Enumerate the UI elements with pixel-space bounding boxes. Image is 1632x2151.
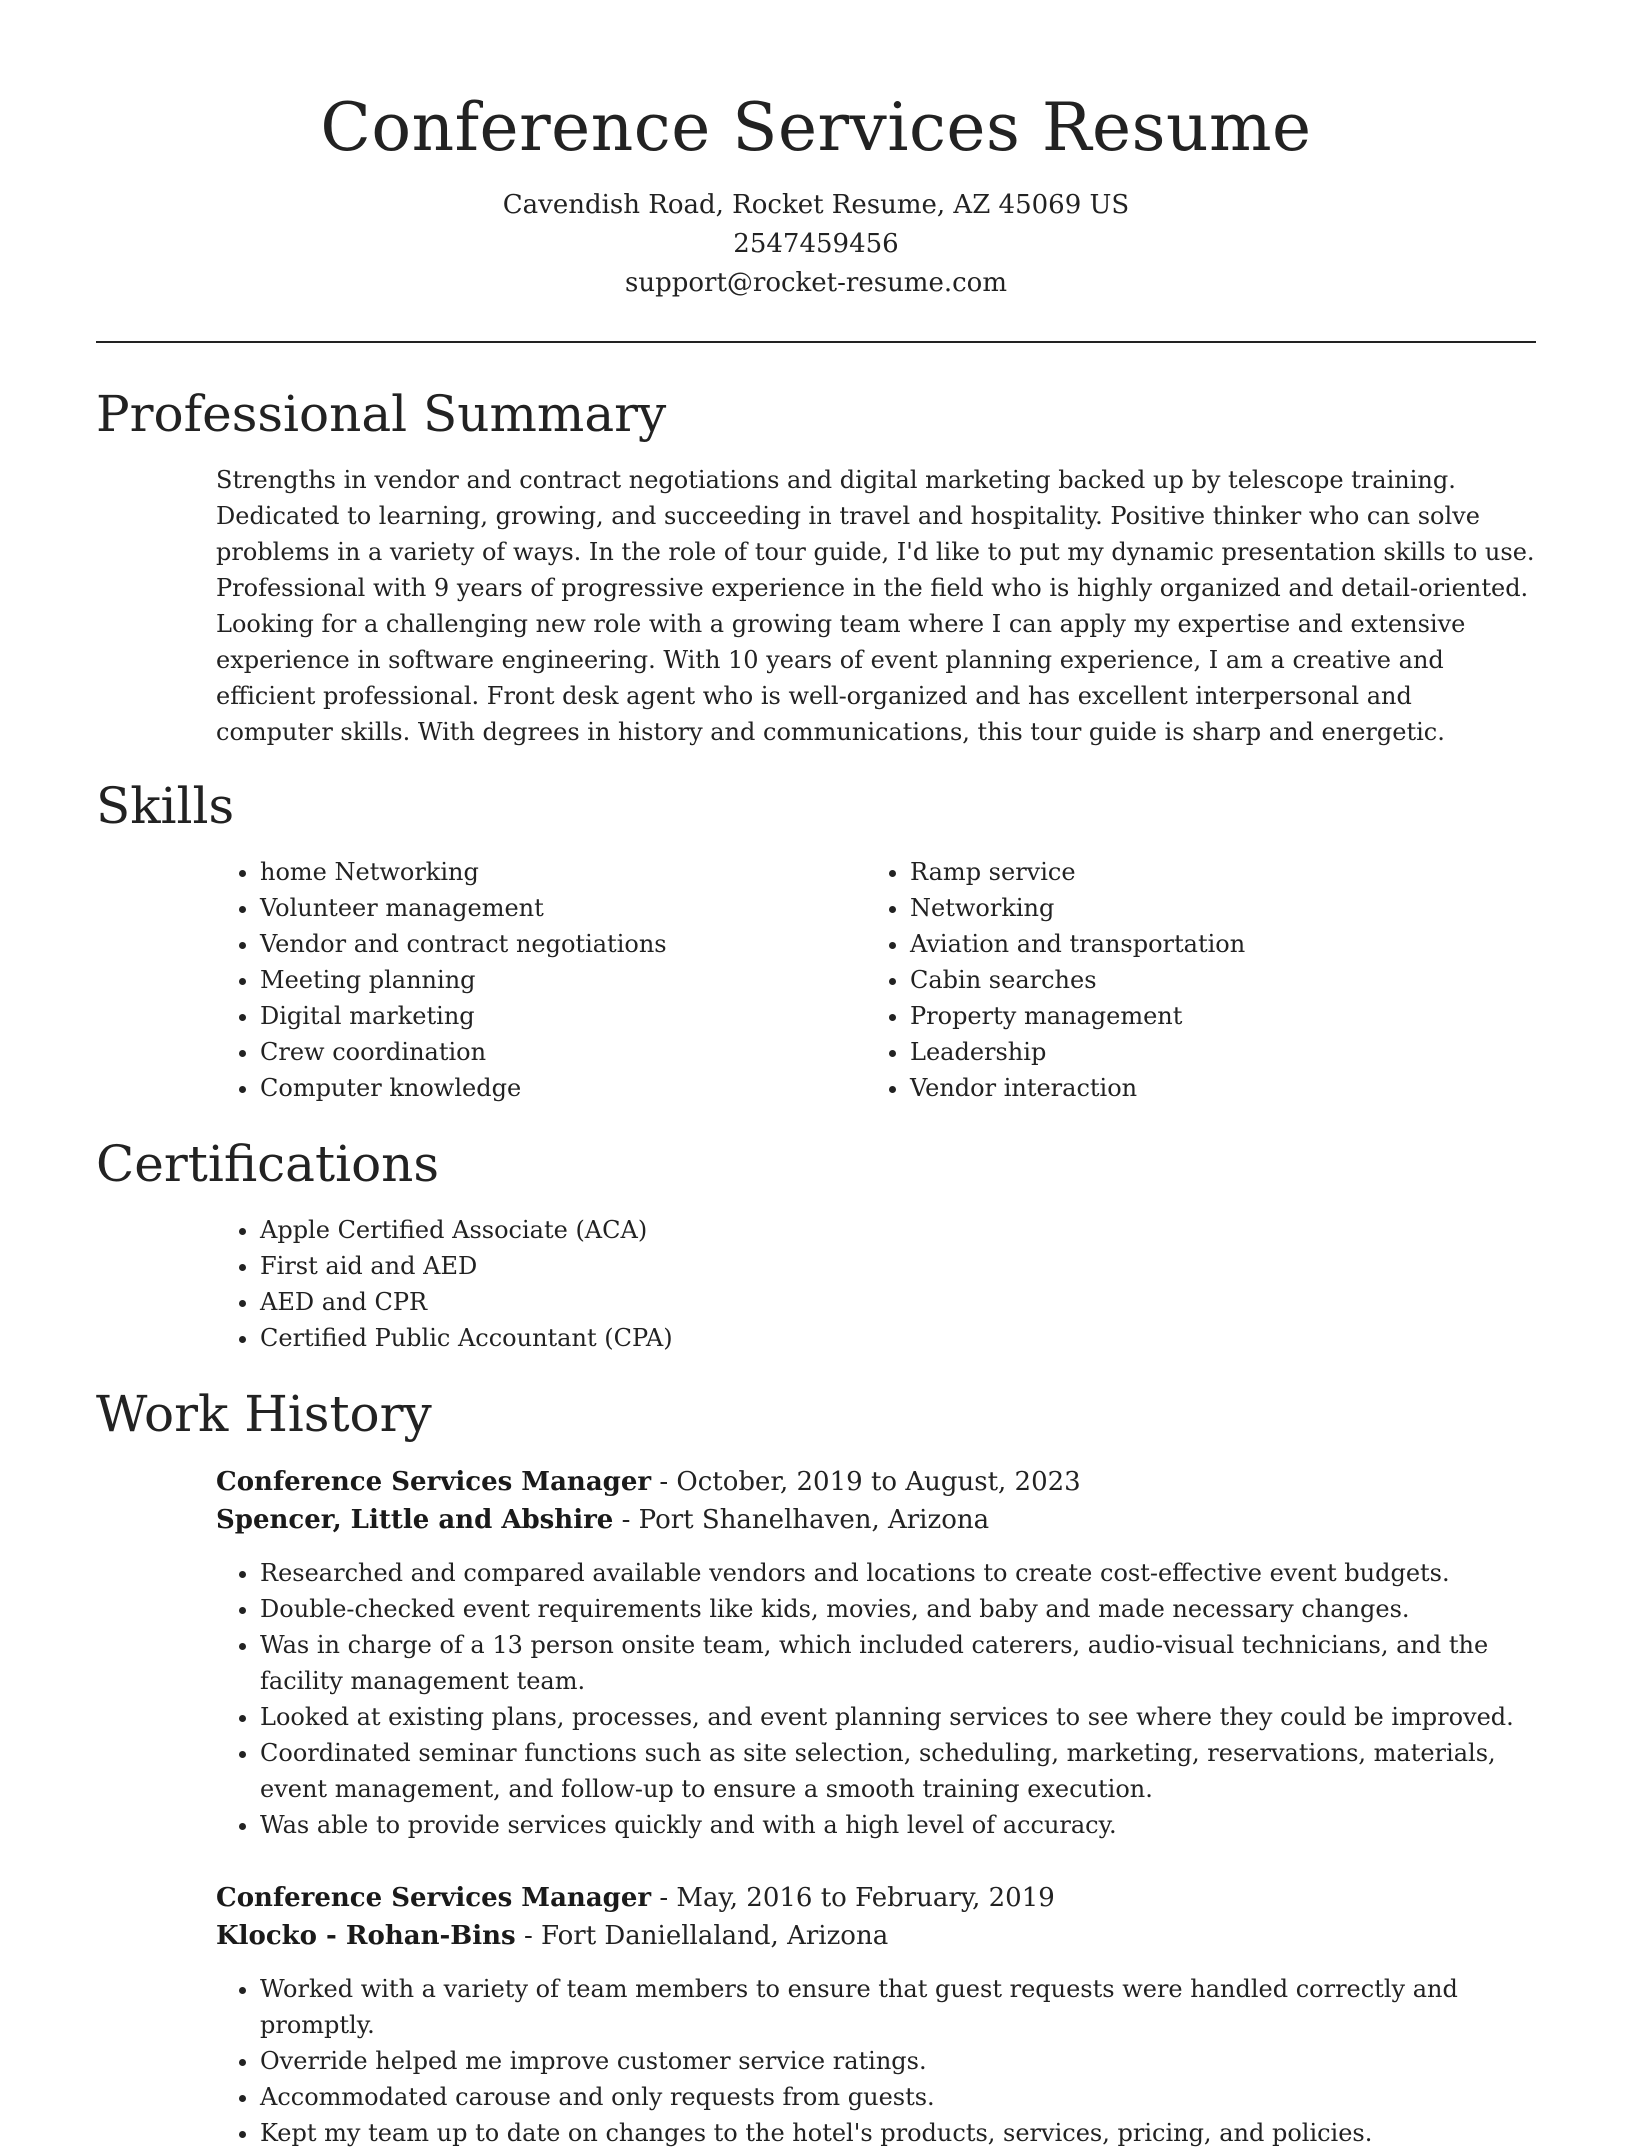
contact-email: support@rocket-resume.com [624,268,1007,298]
summary-text: Strengths in vendor and contract negotiations and digital marketing backed up by telescope training. Dedicated to learning, growing, and succeeding in travel and hospitality. Positive thinker who can solve problems in a variety of ways. In the role of tour guide, I'd like to put my dynamic presentation skills to use. Professional with 9 years of progressive experience in the field who is highly organized and detail-oriented. Looking for a challenging new role with a growing team where I can apply my expertise and extensive experience in software engineering. With 10 years of event planning experience, I am a creative and efficient professional. Front desk agent who is well-organized and has excellent interpersonal and computer skills. With degrees in history and communications, this tour guide is sharp and energetic. [216,466,1535,746]
job-duties-list [216,1971,1536,2151]
job-title-line [216,1463,1536,1501]
skills-right-list [866,854,1506,1106]
skill-item: • home Networking [260,854,856,890]
skill-item: • Ramp service [910,854,1506,890]
job-title: Conference Services Manager [216,1883,652,1913]
job-duty-item: • Was able to provide services quickly and with a high level of accuracy. [260,1807,1536,1843]
job-duty-item: • Double-checked event requirements like kids, movies, and baby and made necessary changes. [260,1591,1536,1627]
job-company-line [216,1917,1536,1955]
job-title-line [216,1879,1536,1917]
job-dates: - May, 2016 to February, 2019 [651,1883,1055,1913]
job-duty-item: • Coordinated seminar functions such as site selection, scheduling, marketing, reservations, materials, event management, and follow-up to ensure a smooth training execution. [260,1735,1536,1807]
job-duty-item: • Looked at existing plans, processes, and event planning services to see where they could be improved. [260,1699,1536,1735]
job-duty-item: • Kept my team up to date on changes to the hotel's products, services, pricing, and policies. [260,2115,1536,2151]
job-entry [216,1879,1536,2151]
contact-phone: 2547459456 [733,229,899,259]
summary-heading: Professional Summary [96,385,667,443]
skill-item: • Networking [910,890,1506,926]
skills-left-list [216,854,856,1106]
certifications-block [216,1212,856,1356]
contact-address: Cavendish Road, Rocket Resume, AZ 45069 US [502,190,1130,220]
job-entry [216,1463,1536,1843]
resume-title: Conference Services Resume [320,89,1312,166]
skills-left-column [216,854,856,1106]
skill-item: • Leadership [910,1034,1506,1070]
job-duty-item: • Worked with a variety of team members to ensure that guest requests were handled correctly and promptly. [260,1971,1536,2043]
certification-item: • Apple Certified Associate (ACA) [260,1212,856,1248]
skill-item: • Vendor and contract negotiations [260,926,856,962]
job-company-line [216,1501,1536,1539]
job-location: - Port Shanelhaven, Arizona [613,1505,990,1535]
job-title: Conference Services Manager [216,1467,652,1497]
job-company: Klocko - Rohan-Bins [216,1921,516,1951]
certification-item: • AED and CPR [260,1284,856,1320]
certifications-heading: Certifications [96,1135,440,1193]
work-history-heading: Work History [96,1385,432,1443]
job-location: - Fort Daniellaland, Arizona [515,1921,889,1951]
job-company: Spencer, Little and Abshire [216,1505,614,1535]
skill-item: • Meeting planning [260,962,856,998]
resume-header [96,80,1536,303]
skill-item: • Cabin searches [910,962,1506,998]
skill-item: • Property management [910,998,1506,1034]
header-divider [96,341,1536,343]
job-duty-item: • Override helped me improve customer service ratings. [260,2043,1536,2079]
skill-item: • Digital marketing [260,998,856,1034]
job-duty-item: • Researched and compared available vendors and locations to create cost-effective event budgets. [260,1555,1536,1591]
certification-item: • First aid and AED [260,1248,856,1284]
skill-item: • Aviation and transportation [910,926,1506,962]
skill-item: • Computer knowledge [260,1070,856,1106]
skills-right-column [866,854,1506,1106]
certifications-list [216,1212,856,1356]
job-duty-item: • Accommodated carouse and only requests from guests. [260,2079,1536,2115]
job-duties-list [216,1555,1536,1843]
skill-item: • Vendor interaction [910,1070,1506,1106]
certification-item: • Certified Public Accountant (CPA) [260,1320,856,1356]
job-dates: - October, 2019 to August, 2023 [651,1467,1081,1497]
skill-item: • Crew coordination [260,1034,856,1070]
skills-heading: Skills [96,777,235,835]
job-duty-item: • Was in charge of a 13 person onsite team, which included caterers, audio-visual technicians, and the facility management team. [260,1627,1536,1699]
skill-item: • Volunteer management [260,890,856,926]
